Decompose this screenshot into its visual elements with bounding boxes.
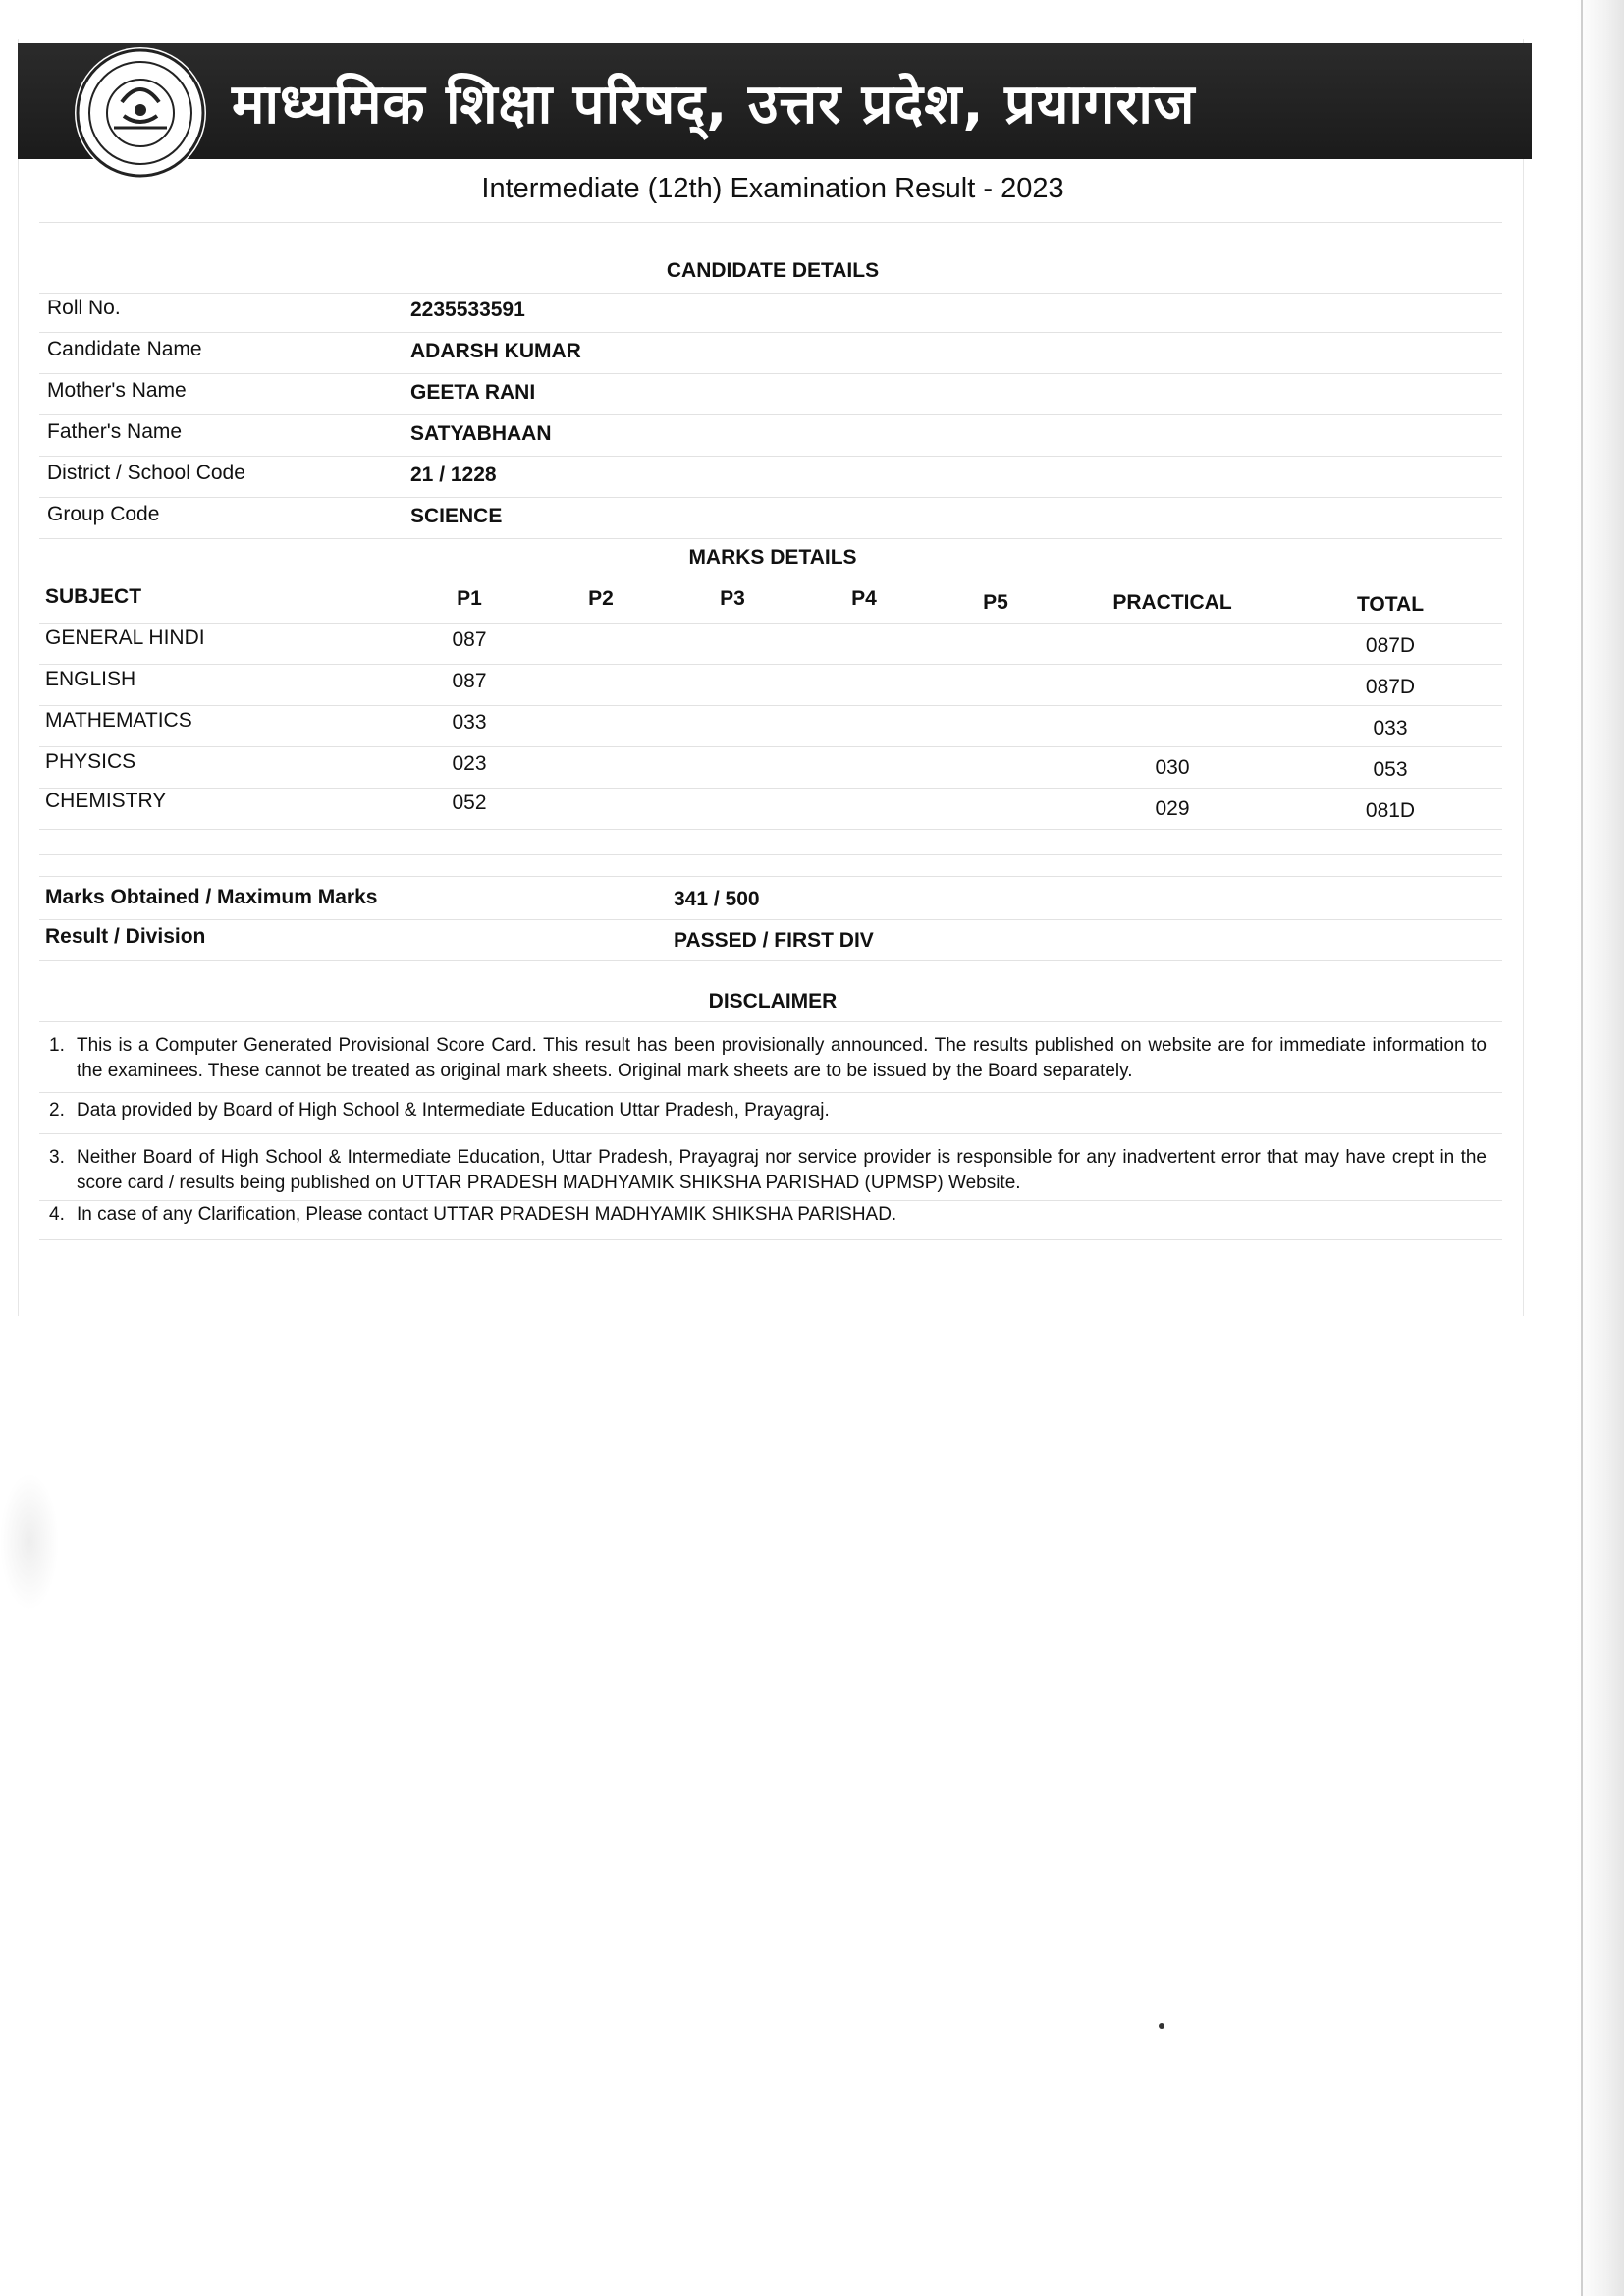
col-total: TOTAL (1356, 593, 1425, 616)
disclaimer-text: In case of any Clarification, Please contact UTTAR PRADESH MADHYAMIK SHIKSHA PARISHAD. (77, 1204, 897, 1225)
divider (39, 1021, 1502, 1022)
divider (39, 414, 1502, 415)
scan-edge-shadow (1577, 0, 1624, 2296)
divider (39, 829, 1502, 830)
mother-name-label: Mother's Name (47, 379, 187, 402)
header-banner (18, 43, 1532, 159)
divider (39, 664, 1502, 665)
row-p1: 033 (452, 711, 487, 734)
divider (39, 876, 1502, 877)
disclaimer-number: 2. (49, 1100, 65, 1121)
row-subject: CHEMISTRY (45, 790, 167, 812)
col-p5: P5 (983, 591, 1008, 614)
candidate-details-heading: CANDIDATE DETAILS (666, 259, 880, 282)
divider (39, 1092, 1502, 1093)
disclaimer-item (49, 1033, 1487, 1084)
divider (39, 854, 1502, 855)
col-p3: P3 (720, 587, 745, 610)
marks-obtained-label: Marks Obtained / Maximum Marks (45, 886, 378, 908)
district-school-code-value: 21 / 1228 (410, 464, 497, 486)
divider (39, 1239, 1502, 1240)
district-school-code-label: District / School Code (47, 462, 245, 484)
disclaimer-number: 4. (49, 1204, 65, 1225)
candidate-name-label: Candidate Name (47, 338, 202, 360)
row-total: 053 (1373, 758, 1408, 781)
divider (39, 788, 1502, 789)
row-p1: 023 (452, 752, 487, 775)
disclaimer-text: Neither Board of High School & Intermediate Education, Uttar Pradesh, Prayagraj nor service provider is responsible for any inadvertent error that may have crept in the score card / results being published on UTTAR PRADESH MADHYAMIK SHIKSHA PARISHAD (UPMSP) Website. (77, 1147, 1487, 1193)
marks-obtained-value: 341 / 500 (674, 888, 760, 910)
divider (39, 623, 1502, 624)
col-p4: P4 (851, 587, 877, 610)
divider (39, 746, 1502, 747)
row-total: 087D (1365, 676, 1416, 698)
roll-no-label: Roll No. (47, 297, 121, 319)
mother-name-value: GEETA RANI (410, 381, 536, 404)
father-name-label: Father's Name (47, 420, 183, 443)
disclaimer-text: This is a Computer Generated Provisional Score Card. This result has been provisionally announced. The results published on website are for immediate information to the examinees. These cannot be treated as original mark sheets. Original mark sheets are to be issued by the Board separately. (77, 1035, 1487, 1081)
col-subject: SUBJECT (45, 585, 142, 608)
roll-no-value: 2235533591 (410, 299, 525, 321)
scan-edge-line (1581, 0, 1583, 2296)
board-title: माध्यमिक शिक्षा परिषद्, उत्तर प्रदेश, प्रयागराज (232, 73, 1196, 137)
disclaimer-number: 1. (49, 1035, 65, 1056)
candidate-name-value: ADARSH KUMAR (410, 340, 581, 362)
row-total: 033 (1373, 717, 1408, 739)
marks-details-heading: MARKS DETAILS (688, 546, 857, 569)
divider (39, 1200, 1502, 1201)
row-subject: ENGLISH (45, 668, 136, 690)
col-p1: P1 (457, 587, 482, 610)
disclaimer-heading: DISCLAIMER (708, 990, 838, 1012)
result-title: Intermediate (12th) Examination Result - 2023 (481, 173, 1064, 204)
divider (39, 456, 1502, 457)
row-subject: PHYSICS (45, 750, 136, 773)
divider (39, 332, 1502, 333)
row-practical: 030 (1155, 756, 1190, 779)
divider (39, 1133, 1502, 1134)
divider (39, 293, 1502, 294)
row-subject: MATHEMATICS (45, 709, 192, 732)
group-code-value: SCIENCE (410, 505, 503, 527)
divider (39, 373, 1502, 374)
divider (39, 919, 1502, 920)
row-p1: 052 (452, 792, 487, 814)
col-p2: P2 (588, 587, 614, 610)
scan-smudge (0, 1473, 59, 1611)
up-government-emblem-icon (75, 47, 206, 179)
document-frame (18, 39, 1524, 1316)
col-practical: PRACTICAL (1112, 591, 1232, 614)
row-p1: 087 (452, 629, 487, 651)
divider (39, 705, 1502, 706)
disclaimer-item (49, 1202, 1487, 1228)
divider (39, 538, 1502, 539)
divider (39, 497, 1502, 498)
scan-speck (1159, 2023, 1164, 2029)
disclaimer-item (49, 1145, 1487, 1196)
disclaimer-text: Data provided by Board of High School & Intermediate Education Uttar Pradesh, Prayagraj. (77, 1100, 830, 1121)
row-p1: 087 (452, 670, 487, 692)
disclaimer-item (49, 1098, 1487, 1123)
father-name-value: SATYABHAAN (410, 422, 552, 445)
row-total: 087D (1365, 634, 1416, 657)
row-total: 081D (1365, 799, 1416, 822)
group-code-label: Group Code (47, 503, 160, 525)
row-practical: 029 (1155, 797, 1190, 820)
divider (39, 222, 1502, 223)
result-division-value: PASSED / FIRST DIV (674, 929, 874, 952)
result-division-label: Result / Division (45, 925, 206, 948)
row-subject: GENERAL HINDI (45, 627, 205, 649)
divider (39, 960, 1502, 961)
disclaimer-number: 3. (49, 1147, 65, 1168)
